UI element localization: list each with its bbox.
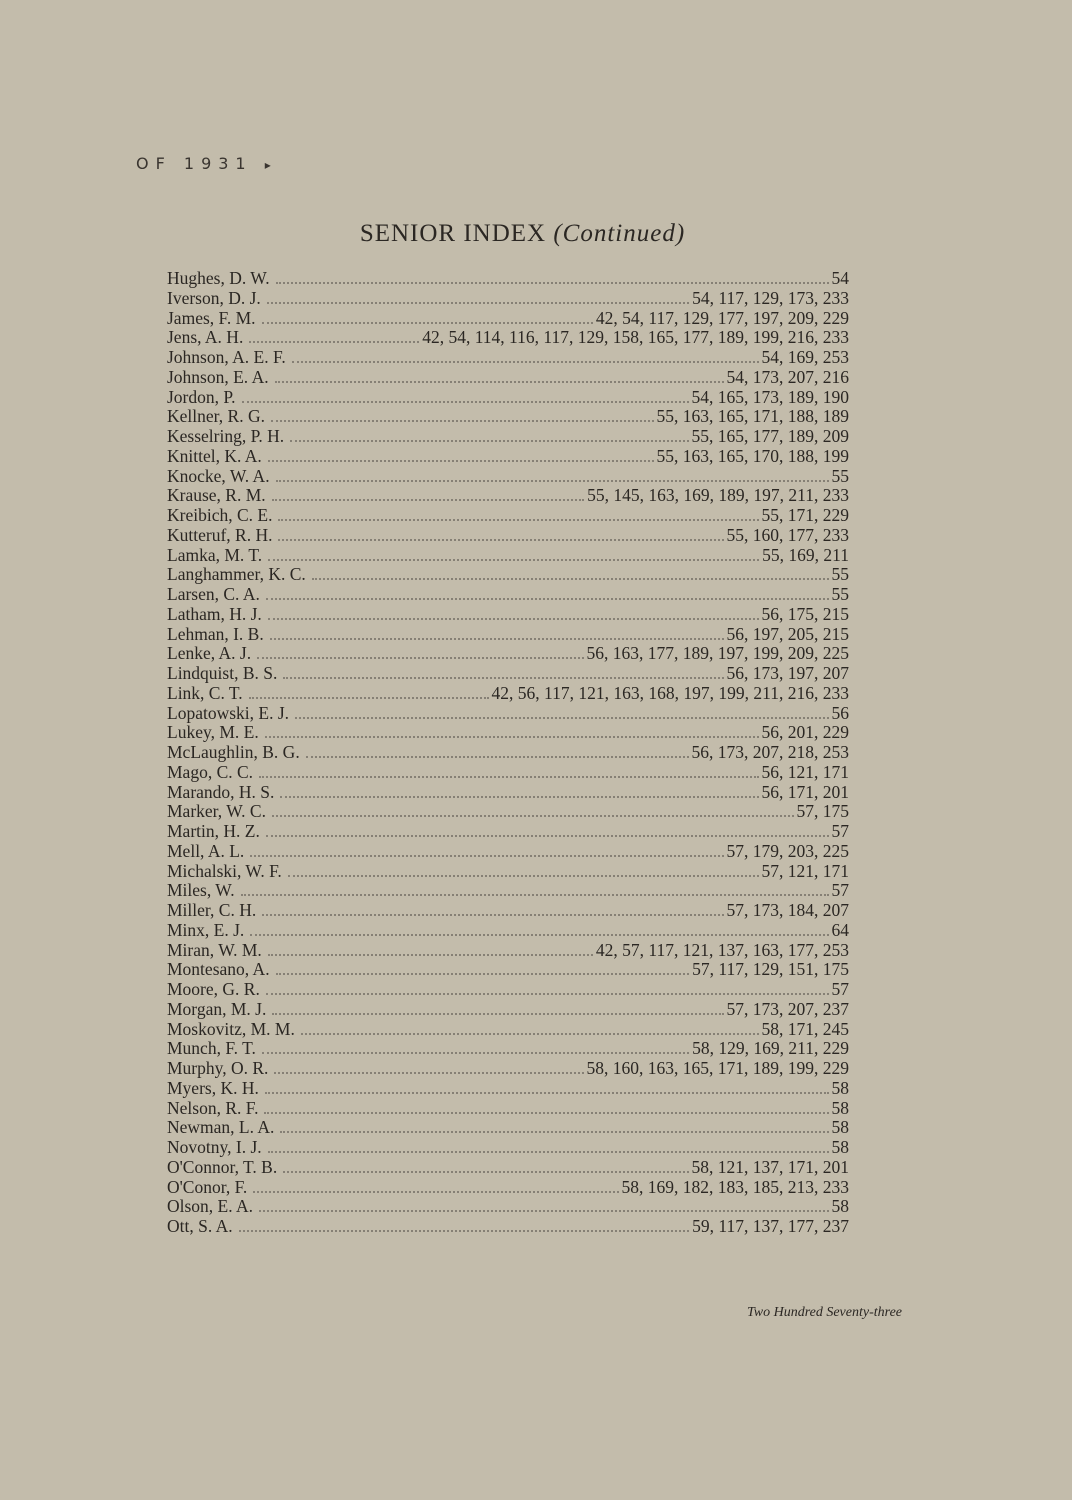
entry-name: Munch, F. T. (167, 1038, 256, 1059)
entry-pages: 57, 173, 207, 237 (726, 998, 849, 1019)
dot-leader (265, 736, 759, 738)
dot-leader (241, 894, 829, 896)
index-entry (167, 269, 849, 289)
entry-name: Minx, E. J. (167, 919, 245, 940)
entry-pages: 55, 169, 211 (762, 544, 849, 565)
index-entry (167, 388, 849, 408)
dot-leader (268, 559, 759, 561)
entry-name: Olson, E. A. (167, 1196, 254, 1217)
entry-pages: 58 (831, 1137, 849, 1157)
dot-leader (276, 480, 829, 482)
entry-pages: 55 (831, 584, 849, 604)
index-entry (167, 783, 849, 803)
entry-name: Kesselring, P. H. (167, 426, 285, 446)
index-entry (167, 585, 849, 605)
entry-name: Langhammer, K. C. (167, 564, 306, 585)
entry-pages: 56 (831, 702, 849, 723)
index-entry (167, 447, 849, 467)
index-entry (167, 546, 849, 566)
dot-leader (239, 1230, 689, 1232)
index-entry (167, 526, 849, 546)
entry-name: Miller, C. H. (167, 900, 257, 920)
entry-name: Moskovitz, M. M. (167, 1018, 295, 1039)
index-entry (167, 348, 849, 368)
dot-leader (301, 1033, 759, 1035)
entry-pages: 56, 171, 201 (761, 781, 849, 802)
entry-pages: 55, 163, 165, 171, 188, 189 (656, 406, 849, 427)
entry-pages: 54, 173, 207, 216 (726, 366, 849, 387)
dot-leader (266, 993, 829, 995)
entry-pages: 55, 163, 165, 170, 188, 199 (656, 445, 849, 466)
entry-name: O'Connor, T. B. (167, 1156, 278, 1177)
entry-pages: 56, 121, 171 (761, 761, 849, 782)
entry-name: Lopatowski, E. J. (167, 702, 290, 723)
dot-leader (274, 1072, 583, 1074)
index-entry (167, 901, 849, 921)
dot-leader (257, 657, 583, 659)
dot-leader (266, 598, 829, 600)
page-title (0, 220, 1045, 248)
dot-leader (268, 460, 654, 462)
index-entry (167, 960, 849, 980)
dot-leader (262, 914, 723, 916)
dot-leader (268, 954, 593, 956)
entry-pages: 55 (831, 465, 849, 486)
index-entry (167, 881, 849, 901)
dot-leader (249, 341, 419, 343)
entry-name: Mago, C. C. (167, 761, 254, 782)
entry-name: Michalski, W. F. (167, 860, 282, 881)
index-entry (167, 467, 849, 487)
index-entry (167, 822, 849, 842)
entry-pages: 56, 197, 205, 215 (726, 623, 849, 644)
dot-leader (259, 776, 758, 778)
index-entry (167, 309, 849, 329)
index-entry (167, 802, 849, 822)
index-entry (167, 644, 849, 664)
triangle-right-icon: ▸ (264, 158, 271, 172)
dot-leader (272, 499, 584, 501)
dot-leader (276, 282, 829, 284)
entry-name: Lenke, A. J. (167, 643, 252, 664)
entry-name: Ott, S. A. (167, 1216, 233, 1236)
dot-leader (265, 1092, 829, 1094)
entry-name: Moore, G. R. (167, 979, 260, 999)
entry-pages: 58, 160, 163, 165, 171, 189, 199, 229 (586, 1058, 849, 1078)
entry-name: Kellner, R. G. (167, 406, 265, 427)
dot-leader (262, 322, 593, 324)
entry-pages: 56, 173, 207, 218, 253 (691, 742, 849, 762)
dot-leader (283, 1171, 688, 1173)
dot-leader (272, 1013, 723, 1015)
entry-name: Hughes, D. W. (167, 268, 270, 288)
entry-name: Miran, W. M. (167, 939, 262, 960)
title-main: SENIOR INDEX (359, 220, 547, 247)
entry-pages: 57, 117, 129, 151, 175 (692, 959, 849, 980)
index-entry (167, 427, 849, 447)
entry-name: Lukey, M. E. (167, 722, 259, 743)
entry-pages: 55, 171, 229 (761, 505, 849, 525)
entry-name: Murphy, O. R. (167, 1058, 269, 1078)
dot-leader (267, 302, 689, 304)
index-entry (167, 980, 849, 1000)
dot-leader (264, 1112, 828, 1114)
entry-pages: 55 (831, 564, 849, 585)
entry-name: Kutteruf, R. H. (167, 524, 273, 545)
index-entry (167, 289, 849, 309)
dot-leader (292, 361, 759, 363)
entry-pages: 55, 160, 177, 233 (726, 524, 849, 545)
entry-name: Nelson, R. F. (167, 1097, 259, 1118)
index-entry (167, 763, 849, 783)
entry-name: Lamka, M. T. (167, 544, 263, 565)
dot-leader (271, 420, 654, 422)
dot-leader (278, 539, 723, 541)
entry-name: Marando, H. S. (167, 781, 275, 802)
index-entry (167, 664, 849, 684)
index-entry (167, 723, 849, 743)
entry-pages: 57, 173, 184, 207 (726, 900, 849, 920)
entry-name: O'Conor, F. (167, 1176, 248, 1197)
entry-pages: 58 (831, 1077, 849, 1098)
entry-name: Miles, W. (167, 880, 235, 901)
running-head (136, 154, 271, 173)
dot-leader (250, 855, 723, 857)
entry-pages: 64 (831, 919, 849, 940)
index-entry (167, 1020, 849, 1040)
entry-pages: 57 (831, 880, 849, 901)
entry-pages: 54, 169, 253 (761, 347, 849, 367)
entry-pages: 42, 57, 117, 121, 137, 163, 177, 253 (595, 939, 849, 960)
running-head-text: OF 1931 (136, 154, 253, 173)
entry-pages: 56, 201, 229 (761, 722, 849, 743)
entry-pages: 57, 121, 171 (761, 860, 849, 881)
dot-leader (250, 934, 828, 936)
entry-name: Knittel, K. A. (167, 445, 262, 466)
entry-pages: 54, 165, 173, 189, 190 (691, 386, 849, 407)
index-entry (167, 1118, 849, 1138)
entry-name: McLaughlin, B. G. (167, 742, 300, 762)
entry-pages: 56, 173, 197, 207 (726, 663, 849, 683)
dot-leader (268, 618, 759, 620)
index-entry (167, 565, 849, 585)
index-entry (167, 842, 849, 862)
entry-pages: 57 (831, 821, 849, 841)
dot-leader (266, 835, 829, 837)
dot-leader (290, 440, 688, 442)
entry-pages: 58, 121, 137, 171, 201 (691, 1156, 849, 1177)
dot-leader (242, 401, 689, 403)
entry-pages: 59, 117, 137, 177, 237 (692, 1216, 849, 1236)
entry-pages: 57, 179, 203, 225 (726, 840, 849, 861)
entry-pages: 55, 165, 177, 189, 209 (691, 426, 849, 446)
entry-name: Myers, K. H. (167, 1077, 259, 1098)
index-entry (167, 625, 849, 645)
index-entry (167, 1217, 849, 1237)
entry-pages: 55, 145, 163, 169, 189, 197, 211, 233 (587, 485, 849, 506)
entry-pages: 56, 175, 215 (761, 603, 849, 624)
dot-leader (272, 815, 794, 817)
index-entry (167, 407, 849, 427)
entry-name: Jordon, P. (167, 386, 236, 407)
dot-leader (280, 796, 758, 798)
index-entry (167, 743, 849, 763)
entry-name: Morgan, M. J. (167, 998, 267, 1019)
dot-leader (288, 875, 759, 877)
index-entry (167, 1099, 849, 1119)
entry-name: Kreibich, C. E. (167, 505, 273, 525)
entry-name: Marker, W. C. (167, 801, 266, 822)
entry-name: Johnson, A. E. F. (167, 347, 286, 367)
index-entry (167, 941, 849, 961)
entry-pages: 58, 171, 245 (761, 1018, 849, 1039)
entry-name: Knocke, W. A. (167, 465, 270, 486)
index-entry (167, 1197, 849, 1217)
index-entry (167, 1138, 849, 1158)
index-entry (167, 1178, 849, 1198)
entry-pages: 57, 175 (796, 801, 849, 822)
entry-pages: 57 (831, 979, 849, 999)
dot-leader (275, 381, 724, 383)
entry-name: Larsen, C. A. (167, 584, 260, 604)
entry-pages: 58 (831, 1097, 849, 1118)
index-entry (167, 328, 849, 348)
entry-name: Krause, R. M. (167, 485, 266, 506)
entry-pages: 42, 54, 117, 129, 177, 197, 209, 229 (595, 307, 849, 328)
index-entry (167, 368, 849, 388)
page-number: Two Hundred Seventy-three (747, 1305, 902, 1320)
index-entry (167, 506, 849, 526)
entry-pages: 58, 129, 169, 211, 229 (692, 1038, 849, 1059)
index-entry (167, 704, 849, 724)
dot-leader (312, 578, 829, 580)
entry-pages: 42, 56, 117, 121, 163, 168, 197, 199, 211, 216, 233 (491, 682, 849, 703)
index-entry (167, 862, 849, 882)
dot-leader (278, 519, 758, 521)
index-entry (167, 1000, 849, 1020)
dot-leader (283, 677, 723, 679)
entry-pages: 58, 169, 182, 183, 185, 213, 233 (621, 1176, 849, 1197)
senior-index-list (167, 269, 849, 1237)
index-entry (167, 605, 849, 625)
entry-name: Johnson, E. A. (167, 366, 269, 387)
dot-leader (262, 1052, 689, 1054)
entry-name: Martin, H. Z. (167, 821, 260, 841)
dot-leader (259, 1210, 828, 1212)
entry-pages: 54 (831, 268, 849, 288)
index-entry (167, 921, 849, 941)
entry-name: Mell, A. L. (167, 840, 245, 861)
entry-pages: 56, 163, 177, 189, 197, 199, 209, 225 (586, 643, 849, 664)
entry-name: James, F. M. (167, 307, 256, 328)
index-entry (167, 1079, 849, 1099)
index-entry (167, 684, 849, 704)
index-entry (167, 1059, 849, 1079)
index-entry (167, 486, 849, 506)
dot-leader (268, 1151, 829, 1153)
dot-leader (249, 697, 489, 699)
entry-pages: 42, 54, 114, 116, 117, 129, 158, 165, 177, 189, 199, 216, 233 (422, 327, 849, 348)
entry-pages: 58 (831, 1196, 849, 1217)
index-entry (167, 1158, 849, 1178)
dot-leader (306, 756, 689, 758)
entry-name: Link, C. T. (167, 682, 243, 703)
entry-name: Montesano, A. (167, 959, 270, 980)
entry-name: Lindquist, B. S. (167, 663, 278, 683)
entry-name: Latham, H. J. (167, 603, 262, 624)
title-continued: (Continued) (553, 220, 686, 247)
dot-leader (270, 638, 724, 640)
entry-name: Iverson, D. J. (167, 287, 261, 308)
dot-leader (276, 973, 690, 975)
entry-name: Jens, A. H. (167, 327, 244, 348)
entry-name: Newman, L. A. (167, 1117, 275, 1138)
entry-name: Novotny, I. J. (167, 1137, 262, 1157)
dot-leader (253, 1191, 618, 1193)
dot-leader (280, 1131, 828, 1133)
dot-leader (295, 717, 828, 719)
entry-pages: 58 (831, 1117, 849, 1138)
index-entry (167, 1039, 849, 1059)
entry-name: Lehman, I. B. (167, 623, 264, 644)
entry-pages: 54, 117, 129, 173, 233 (692, 287, 849, 308)
